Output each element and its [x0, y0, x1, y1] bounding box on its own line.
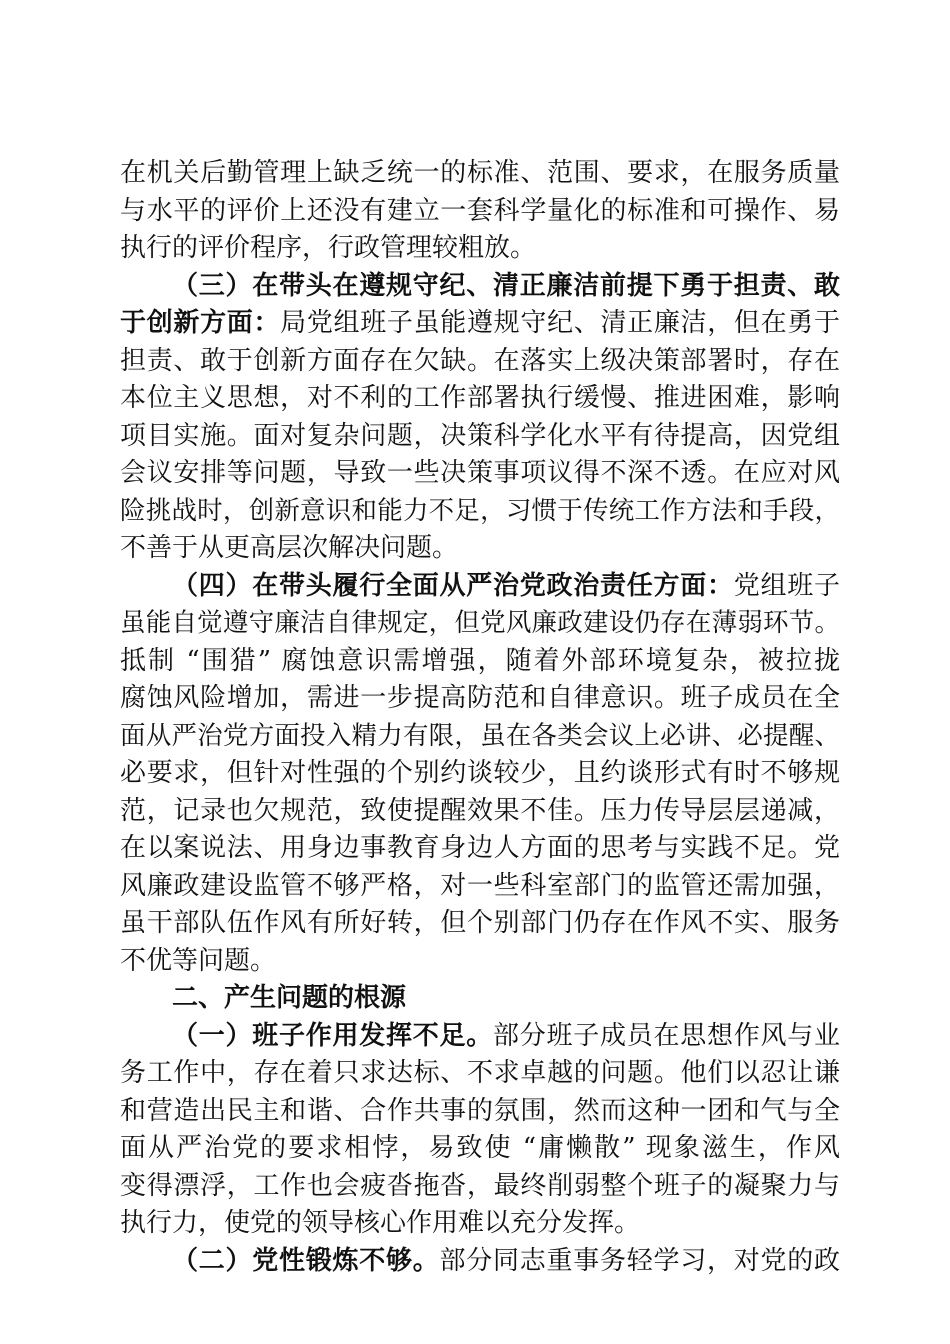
cause-1-paragraph [120, 1018, 840, 1243]
text-line: 腐蚀风险增加，需进一步提高防范和自律意识。班子成员在全 [120, 683, 840, 713]
text-line: 执行力，使党的领导核心作用难以充分发挥。 [120, 1208, 641, 1238]
text-line [120, 1243, 840, 1281]
text-line [120, 1018, 840, 1056]
section-3-heading: （三）在带头在遵规守纪、清正廉洁前提下勇于担责、敢 [172, 270, 840, 301]
text-line: 本位主义思想，对不利的工作部署执行缓慢、推进困难，影响 [120, 383, 840, 413]
text-line: 务工作中，存在着只求达标、不求卓越的问题。他们以忍让谦 [120, 1058, 840, 1088]
section-4-paragraph [120, 568, 840, 981]
text-line [120, 305, 840, 343]
text-line: 险挑战时，创新意识和能力不足，习惯于传统工作方法和手段， [120, 495, 840, 526]
text-span: 部分班子成员在思想作风与业 [493, 1020, 840, 1051]
text-span: 部分同志重事务轻学习，对党的政 [439, 1245, 840, 1276]
paragraph-intro [120, 155, 840, 268]
text-line: 变得漂浮，工作也会疲沓拖沓，最终削弱整个班子的凝聚力与 [120, 1170, 840, 1201]
text-line: 和营造出民主和谐、合作共事的氛围，然而这种一团和气与全 [120, 1095, 840, 1126]
text-line: 担责、敢于创新方面存在欠缺。在落实上级决策部署时，存在 [120, 345, 840, 376]
text-line: 执行的评价程序，行政管理较粗放。 [120, 233, 537, 263]
cause-2-paragraph [120, 1243, 840, 1281]
text-line: 不优等问题。 [120, 945, 277, 976]
text-line: 范，记录也欠规范，致使提醒效果不佳。压力传导层层递减， [120, 795, 840, 826]
cause-1-heading: （一）班子作用发挥不足。 [172, 1020, 493, 1051]
text-line: 虽干部队伍作风有所好转，但个别部门仍存在作风不实、服务 [120, 908, 840, 938]
text-line: 必要求，但针对性强的个别约谈较少，且约谈形式有时不够规 [120, 758, 840, 788]
text-line: 在机关后勤管理上缺乏统一的标准、范围、要求，在服务质量 [120, 158, 840, 188]
text-line: 虽能自觉遵守廉洁自律规定，但党风廉政建设仍存在薄弱环节。 [120, 608, 840, 638]
cause-2-heading: （二）党性锻炼不够。 [172, 1245, 440, 1276]
text-line: 会议安排等问题，导致一些决策事项议得不深不透。在应对风 [120, 458, 840, 488]
text-line: 抵制 “围猎” 腐蚀意识需增强，随着外部环境复杂，被拉拢 [120, 645, 840, 676]
text-line: 项目实施。面对复杂问题，决策科学化水平有待提高，因党组 [120, 420, 840, 451]
document-page [120, 155, 840, 1280]
text-span: 局党组班子虽能遵规守纪、清正廉洁，但在勇于 [280, 308, 840, 338]
text-line: 面从严治党方面投入精力有限，虽在各类会议上必讲、必提醒、 [120, 720, 840, 751]
section-3-heading-end: 于创新方面： [120, 308, 281, 338]
section-3-paragraph [120, 268, 840, 568]
text-line: 面从严治党的要求相悖，易致使 “庸懒散” 现象滋生，作风 [120, 1133, 840, 1163]
text-line: 与水平的评价上还没有建立一套科学量化的标准和可操作、易 [120, 195, 840, 226]
text-line: 风廉政建设监管不够严格，对一些科室部门的监管还需加强， [120, 870, 840, 901]
text-line: 不善于从更高层次解决问题。 [120, 533, 459, 563]
section-heading-2: 二、产生问题的根源 [172, 983, 407, 1013]
text-span: 党组班子 [733, 570, 840, 601]
section-4-heading: （四）在带头履行全面从严治党政治责任方面： [172, 570, 734, 601]
text-line [120, 568, 840, 606]
text-line: 在以案说法、用身边事教育身边人方面的思考与实践不足。党 [120, 833, 840, 863]
